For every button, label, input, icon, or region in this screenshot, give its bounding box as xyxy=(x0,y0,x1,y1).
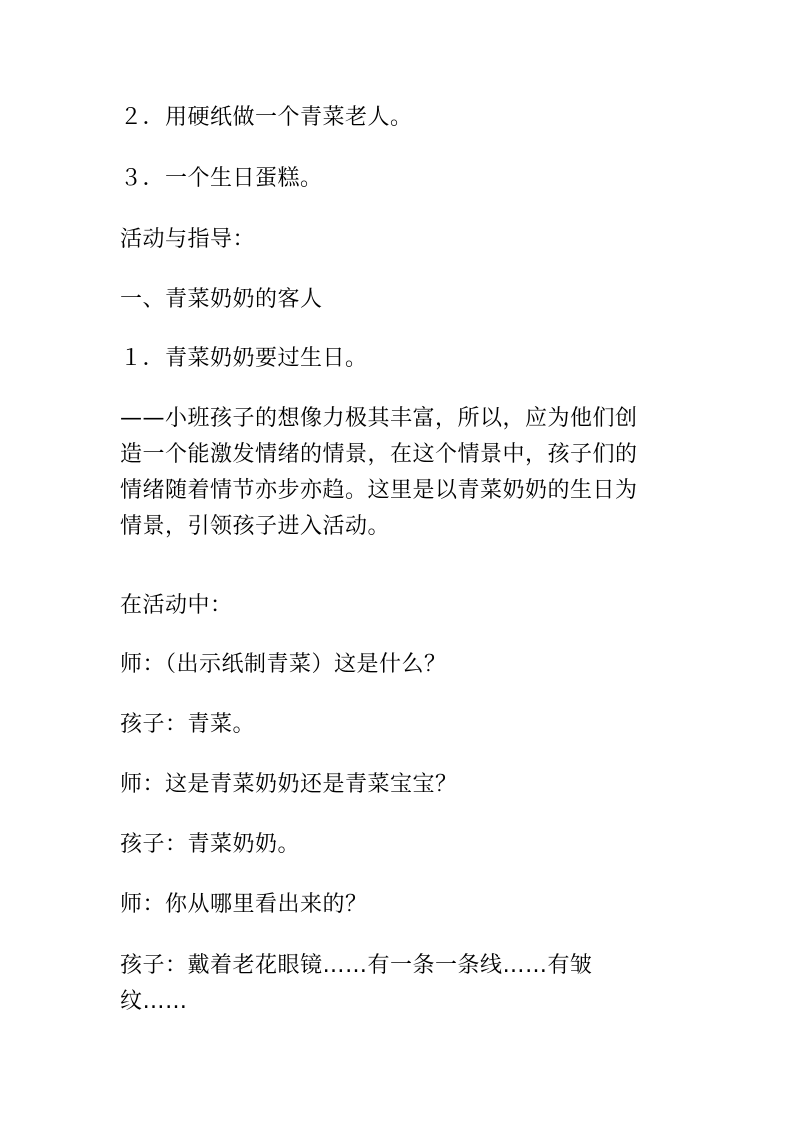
explanation-line: 造一个能激发情绪的情景，在这个情景中，孩子们的 xyxy=(120,442,638,467)
explanation-line: ——小班孩子的想像力极其丰富，所以，应为他们创 xyxy=(120,406,638,431)
dialogue-line: 师：（出示纸制青菜）这是什么？ xyxy=(120,652,447,677)
section-heading: 一、青菜奶奶的客人 xyxy=(120,287,323,312)
material-item-3: ３．一个生日蛋糕。 xyxy=(120,166,323,191)
dialogue-line: 师：你从哪里看出来的？ xyxy=(120,892,368,917)
explanation-line: 情绪随着情节亦步亦趋。这里是以青菜奶奶的生日为 xyxy=(120,478,638,503)
dialogue-line: 孩子：青菜奶奶。 xyxy=(120,832,301,857)
material-item-2: ２．用硬纸做一个青菜老人。 xyxy=(120,105,413,130)
explanation-line: 情景，引领孩子进入活动。 xyxy=(120,514,391,539)
dialogue-paragraph xyxy=(120,948,676,1020)
dialogue-line: 纹…… xyxy=(120,989,188,1014)
dialogue-line: 师：这是青菜奶奶还是青菜宝宝？ xyxy=(120,772,458,797)
explanation-paragraph xyxy=(120,401,676,545)
dialogue-line: 孩子：青菜。 xyxy=(120,712,256,737)
dialogue-intro: 在活动中： xyxy=(120,593,233,618)
dialogue-line: 孩子：戴着老花眼镜……有一条一条线……有皱 xyxy=(120,953,593,978)
activity-heading: 活动与指导： xyxy=(120,227,256,252)
subsection-heading: １．青菜奶奶要过生日。 xyxy=(120,346,368,371)
